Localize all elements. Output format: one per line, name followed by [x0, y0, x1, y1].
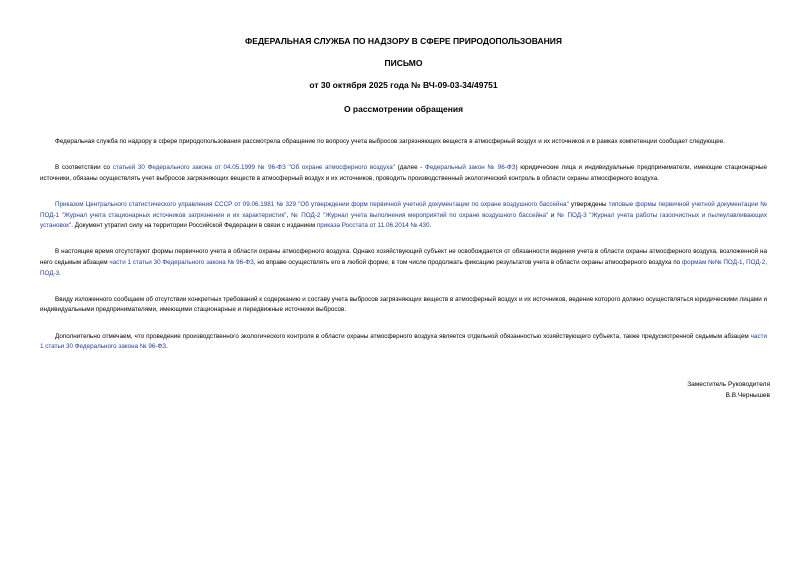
- agency-title: ФЕДЕРАЛЬНАЯ СЛУЖБА ПО НАДЗОРУ В СФЕРЕ ПРИРОДОПОЛЬЗОВАНИЯ: [245, 36, 562, 46]
- paragraph-4: [40, 247, 767, 279]
- text-segment: ,: [742, 258, 747, 266]
- text-segment: В настоящее время отсутствуют формы первичного учета в области охраны атмосферного воздуха. Однако хозяйствующий субъект не освобождается от обязанности ведения учета в области охраны атмосферного воздуха, возложенной на него седьмым абзацем: [40, 248, 767, 266]
- text-segment: , но вправе осуществлять его в любой форме, в том числе продолжать фиксацию результатов учета в области охраны атмосферного воздуха по: [253, 258, 682, 266]
- link-pod-3[interactable]: ПОД-3: [40, 269, 60, 277]
- link-order-csu-329[interactable]: Приказом Центрального статистического управления СССР от 09.06.1981 № 329 "Об утверждении форм первичной учетной документации по охране воздушного бассейна": [55, 200, 569, 208]
- text-segment: и: [548, 211, 558, 219]
- paragraph-1-text: Федеральная служба по надзору в сфере природопользования рассмотрела обращение по вопросу учета выбросов загрязняющих веществ в атмосферный воздух и их источников и в рамках компетенции сообщает следующее.: [55, 138, 725, 145]
- paragraph-1: [40, 137, 767, 148]
- text-segment: .: [59, 269, 61, 277]
- signatory-position: Заместитель Руководителя: [687, 381, 770, 388]
- paragraph-2: [40, 163, 767, 184]
- text-segment: Дополнительно отмечаем, что проведение производственного экологического контроля в области охраны атмосферного воздуха является отдельной обязанностью хозяйствующего субъекта, также предусмотренной седьмым абзацем: [55, 332, 751, 340]
- text-segment: . Документ утратил силу на территории Российской Федерации в связи с изданием: [71, 222, 317, 230]
- text-segment: .: [429, 222, 432, 230]
- link-pod-2[interactable]: ПОД-2: [746, 258, 766, 266]
- link-rosstat-order-430[interactable]: приказа Росстата от 11.06.2014 № 430: [316, 222, 430, 230]
- text-segment: (далее -: [394, 164, 426, 172]
- link-forms-pod-1[interactable]: формам №№ ПОД-1: [681, 258, 743, 266]
- document-type: ПИСЬМО: [384, 58, 423, 68]
- paragraph-3: [40, 200, 767, 232]
- document-date-number: от 30 октября 2025 года № ВЧ-09-03-34/49751: [309, 80, 498, 90]
- text-segment: утверждены: [568, 200, 609, 208]
- link-law-96fz-article-30-part-1[interactable]: части 1 статьи 30 Федерального закона № 96-ФЗ: [40, 332, 767, 351]
- link-law-96fz[interactable]: Федеральный закон № 96-ФЗ: [425, 164, 516, 172]
- link-form-pod-2[interactable]: № ПОД-2 "Журнал учета выполнения мероприятий по охране воздушного бассейна": [290, 211, 549, 219]
- paragraph-6: [40, 332, 767, 353]
- letter-body: [40, 137, 767, 368]
- signature-block: [687, 379, 770, 401]
- link-law-96fz-article-30[interactable]: статьей 30 Федерального закона от 04.05.1999 № 96-ФЗ "Об охране атмосферного воздуха": [112, 164, 395, 172]
- text-segment: ,: [286, 211, 291, 219]
- document-subject: О рассмотрении обращения: [343, 104, 464, 114]
- signatory-name: В.В.Чернышев: [725, 392, 770, 399]
- paragraph-5-text: Ввиду изложенного сообщаем об отсутствии конкретных требований к содержанию и составу учета выбросов загрязняющих веществ в атмосферный воздух и их источников, ведение которого должно осуществляться юридическими лицами и индивидуальными предпринимателями, имеющими стационарные и передвижные источники выбросов.: [40, 295, 767, 314]
- link-law-96fz-article-30-part-1[interactable]: части 1 статьи 30 Федерального закона № 96-ФЗ: [109, 258, 254, 266]
- text-segment: ,: [765, 258, 768, 266]
- text-segment: .: [166, 343, 168, 351]
- text-segment: ) юридические лица и индивидуальные предприниматели, имеющие стационарные источники, обязаны осуществлять учет выбросов загрязняющих веществ в атмосферный воздух и их источников, проводить производственный экологический контроль в области охраны атмосферного воздуха.: [40, 164, 767, 182]
- text-segment: В соответствии со: [55, 164, 113, 172]
- link-form-pod-1[interactable]: типовые формы первичной учетной документации № ПОД-1 "Журнал учета стационарных источников загрязнения и их характеристик": [40, 200, 767, 219]
- link-form-pod-3[interactable]: № ПОД-3 "Журнал учета работы газоочистных и пылеулавливающих установок": [40, 211, 767, 230]
- paragraph-5: [40, 295, 767, 316]
